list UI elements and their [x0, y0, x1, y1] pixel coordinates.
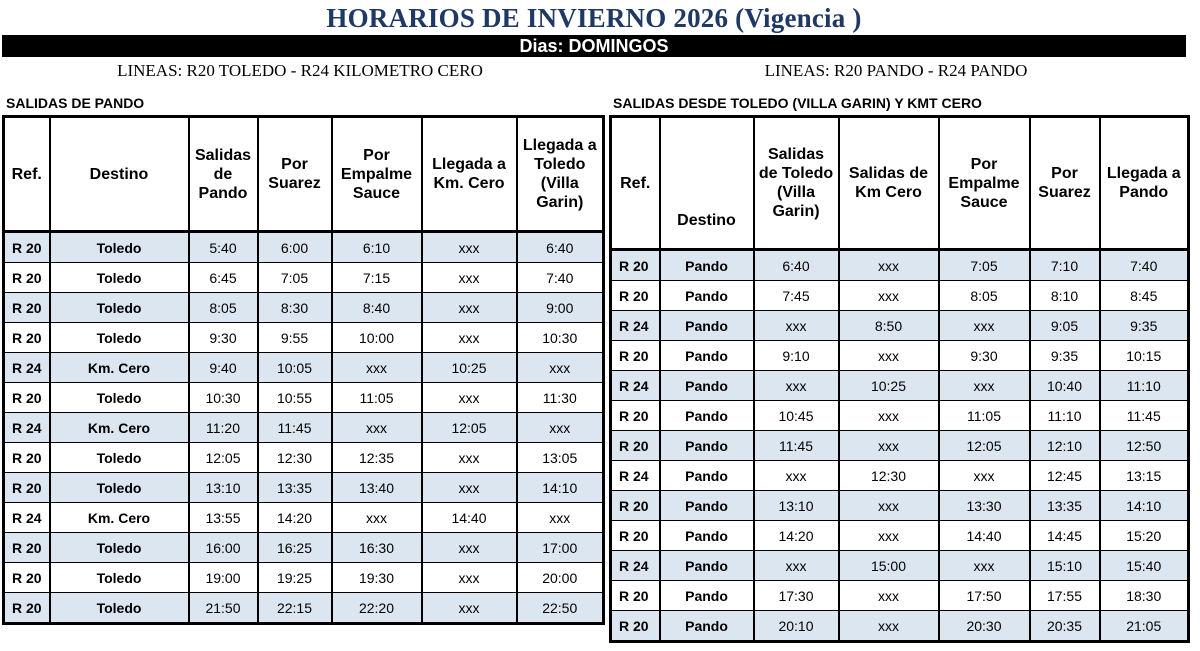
time-cell: 11:45 — [258, 413, 332, 443]
time-cell: 6:40 — [517, 232, 604, 263]
ref-cell: R 20 — [611, 281, 660, 311]
time-cell: 8:05 — [939, 281, 1030, 311]
time-cell: xxx — [839, 281, 939, 311]
table-row — [611, 491, 1189, 521]
time-cell: 13:10 — [189, 473, 258, 503]
header-destino: Destino — [50, 117, 189, 232]
ref-cell: R 20 — [611, 250, 660, 281]
day-bar: Dias: DOMINGOS — [2, 35, 1186, 57]
destino-cell: Pando — [660, 250, 754, 281]
time-cell: xxx — [517, 413, 604, 443]
time-cell: 9:05 — [1030, 311, 1100, 341]
time-cell: xxx — [839, 341, 939, 371]
time-cell: 11:20 — [189, 413, 258, 443]
time-cell: 19:00 — [189, 563, 258, 593]
time-cell: 21:05 — [1100, 611, 1189, 642]
destino-cell: Toledo — [50, 473, 189, 503]
time-cell: 12:10 — [1030, 431, 1100, 461]
time-cell: 6:45 — [189, 263, 258, 293]
ref-cell: R 20 — [4, 383, 50, 413]
time-cell: xxx — [517, 503, 604, 533]
time-cell: 11:05 — [939, 401, 1030, 431]
header-ref: Ref. — [611, 117, 660, 250]
time-cell: 12:35 — [332, 443, 422, 473]
ref-cell: R 20 — [611, 431, 660, 461]
time-cell: xxx — [939, 371, 1030, 401]
time-cell: xxx — [839, 581, 939, 611]
time-cell: 14:45 — [1030, 521, 1100, 551]
time-cell: xxx — [422, 323, 517, 353]
ref-cell: R 20 — [611, 491, 660, 521]
time-cell: 14:10 — [1100, 491, 1189, 521]
time-cell: 10:00 — [332, 323, 422, 353]
ref-cell: R 20 — [611, 341, 660, 371]
time-cell: 12:30 — [839, 461, 939, 491]
header-llegada-km-cero: Llegada a Km. Cero — [422, 117, 517, 232]
table-row — [4, 473, 604, 503]
ref-cell: R 24 — [611, 461, 660, 491]
time-cell: 21:50 — [189, 593, 258, 624]
time-cell: 10:45 — [754, 401, 839, 431]
header-destino: Destino — [660, 117, 754, 250]
table-row — [611, 250, 1189, 281]
header-salidas-toledo: Salidas de Toledo (Villa Garin) — [754, 117, 839, 250]
time-cell: xxx — [422, 533, 517, 563]
time-cell: xxx — [754, 551, 839, 581]
header-empalme-sauce: Por Empalme Sauce — [332, 117, 422, 232]
destino-cell: Km. Cero — [50, 413, 189, 443]
header-llegada-toledo: Llegada a Toledo (Villa Garin) — [517, 117, 604, 232]
time-cell: xxx — [939, 461, 1030, 491]
time-cell: xxx — [839, 401, 939, 431]
destino-cell: Toledo — [50, 563, 189, 593]
table-row — [4, 232, 604, 263]
time-cell: 19:30 — [332, 563, 422, 593]
time-cell: 20:35 — [1030, 611, 1100, 642]
time-cell: 11:45 — [1100, 401, 1189, 431]
ref-cell: R 20 — [4, 593, 50, 624]
time-cell: 5:40 — [189, 232, 258, 263]
header-row — [4, 117, 604, 232]
destino-cell: Pando — [660, 341, 754, 371]
table-row — [611, 551, 1189, 581]
time-cell: 7:05 — [939, 250, 1030, 281]
time-cell: 10:55 — [258, 383, 332, 413]
time-cell: 6:10 — [332, 232, 422, 263]
time-cell: 22:15 — [258, 593, 332, 624]
time-cell: 17:50 — [939, 581, 1030, 611]
table-body-left — [4, 232, 604, 624]
time-cell: 13:10 — [754, 491, 839, 521]
time-cell: 7:40 — [517, 263, 604, 293]
time-cell: 20:10 — [754, 611, 839, 642]
time-cell: 11:10 — [1030, 401, 1100, 431]
table-row — [611, 521, 1189, 551]
ref-cell: R 24 — [611, 371, 660, 401]
destino-cell: Toledo — [50, 593, 189, 624]
time-cell: 9:30 — [189, 323, 258, 353]
table-row — [4, 533, 604, 563]
time-cell: xxx — [422, 473, 517, 503]
time-cell: xxx — [422, 383, 517, 413]
time-cell: xxx — [422, 443, 517, 473]
header-salidas-pando: Salidas de Pando — [189, 117, 258, 232]
table-row — [4, 353, 604, 383]
time-cell: 6:40 — [754, 250, 839, 281]
destino-cell: Pando — [660, 281, 754, 311]
destino-cell: Pando — [660, 551, 754, 581]
time-cell: xxx — [839, 611, 939, 642]
time-cell: 11:05 — [332, 383, 422, 413]
ref-cell: R 20 — [4, 263, 50, 293]
time-cell: 7:15 — [332, 263, 422, 293]
table-row — [4, 443, 604, 473]
time-cell: 10:40 — [1030, 371, 1100, 401]
time-cell: xxx — [422, 293, 517, 323]
time-cell: xxx — [422, 563, 517, 593]
schedule-table-left — [2, 115, 605, 625]
time-cell: 10:25 — [422, 353, 517, 383]
time-cell: 10:30 — [189, 383, 258, 413]
time-cell: 19:25 — [258, 563, 332, 593]
time-cell: 7:45 — [754, 281, 839, 311]
time-cell: xxx — [754, 311, 839, 341]
destino-cell: Pando — [660, 611, 754, 642]
ref-cell: R 20 — [4, 443, 50, 473]
destino-cell: Pando — [660, 311, 754, 341]
time-cell: xxx — [754, 371, 839, 401]
time-cell: 7:10 — [1030, 250, 1100, 281]
time-cell: 12:05 — [422, 413, 517, 443]
destino-cell: Toledo — [50, 293, 189, 323]
time-cell: xxx — [754, 461, 839, 491]
header-por-suarez: Por Suarez — [1030, 117, 1100, 250]
time-cell: 16:30 — [332, 533, 422, 563]
time-cell: 15:10 — [1030, 551, 1100, 581]
destino-cell: Toledo — [50, 533, 189, 563]
time-cell: 8:50 — [839, 311, 939, 341]
time-cell: 13:35 — [258, 473, 332, 503]
time-cell: xxx — [939, 311, 1030, 341]
table-row — [611, 341, 1189, 371]
table-row — [4, 593, 604, 624]
time-cell: 12:30 — [258, 443, 332, 473]
time-cell: 7:05 — [258, 263, 332, 293]
ref-cell: R 20 — [4, 563, 50, 593]
time-cell: 14:40 — [422, 503, 517, 533]
time-cell: 22:50 — [517, 593, 604, 624]
time-cell: 14:20 — [258, 503, 332, 533]
time-cell: 16:25 — [258, 533, 332, 563]
time-cell: 6:00 — [258, 232, 332, 263]
time-cell: 13:30 — [939, 491, 1030, 521]
destino-cell: Pando — [660, 521, 754, 551]
time-cell: 12:05 — [939, 431, 1030, 461]
time-cell: 17:30 — [754, 581, 839, 611]
header-por-suarez: Por Suarez — [258, 117, 332, 232]
time-cell: 9:00 — [517, 293, 604, 323]
time-cell: 9:35 — [1100, 311, 1189, 341]
header-row — [611, 117, 1189, 250]
ref-cell: R 20 — [4, 293, 50, 323]
time-cell: 9:30 — [939, 341, 1030, 371]
table-row — [4, 263, 604, 293]
table-row — [611, 581, 1189, 611]
time-cell: 13:15 — [1100, 461, 1189, 491]
destino-cell: Toledo — [50, 323, 189, 353]
time-cell: 14:20 — [754, 521, 839, 551]
lines-left: LINEAS: R20 TOLEDO - R24 KILOMETRO CERO — [117, 61, 483, 80]
destino-cell: Pando — [660, 371, 754, 401]
time-cell: xxx — [422, 232, 517, 263]
table-row — [611, 611, 1189, 642]
section-title-left: SALIDAS DE PANDO — [6, 95, 145, 111]
time-cell: 8:30 — [258, 293, 332, 323]
time-cell: 20:30 — [939, 611, 1030, 642]
ref-cell: R 20 — [4, 533, 50, 563]
table-row — [611, 401, 1189, 431]
time-cell: 9:10 — [754, 341, 839, 371]
time-cell: xxx — [517, 353, 604, 383]
ref-cell: R 24 — [4, 503, 50, 533]
lines-right: LINEAS: R20 PANDO - R24 PANDO — [764, 61, 1028, 80]
time-cell: 17:00 — [517, 533, 604, 563]
time-cell: 12:50 — [1100, 431, 1189, 461]
table-row — [611, 311, 1189, 341]
destino-cell: Toledo — [50, 383, 189, 413]
destino-cell: Pando — [660, 461, 754, 491]
ref-cell: R 20 — [4, 323, 50, 353]
destino-cell: Km. Cero — [50, 503, 189, 533]
ref-cell: R 20 — [4, 473, 50, 503]
time-cell: xxx — [422, 263, 517, 293]
time-cell: 14:10 — [517, 473, 604, 503]
time-cell: 13:35 — [1030, 491, 1100, 521]
time-cell: 18:30 — [1100, 581, 1189, 611]
time-cell: xxx — [839, 521, 939, 551]
table-row — [611, 281, 1189, 311]
time-cell: 7:40 — [1100, 250, 1189, 281]
ref-cell: R 20 — [611, 581, 660, 611]
time-cell: xxx — [839, 431, 939, 461]
header-salidas-km-cero: Salidas de Km Cero — [839, 117, 939, 250]
ref-cell: R 24 — [611, 551, 660, 581]
destino-cell: Toledo — [50, 263, 189, 293]
time-cell: 10:30 — [517, 323, 604, 353]
time-cell: 8:40 — [332, 293, 422, 323]
time-cell: 11:45 — [754, 431, 839, 461]
time-cell: 9:55 — [258, 323, 332, 353]
time-cell: 11:10 — [1100, 371, 1189, 401]
header-llegada-pando: Llegada a Pando — [1100, 117, 1189, 250]
destino-cell: Toledo — [50, 232, 189, 263]
time-cell: 13:55 — [189, 503, 258, 533]
table-row — [611, 371, 1189, 401]
time-cell: xxx — [839, 491, 939, 521]
page-title: HORARIOS DE INVIERNO 2026 (Vigencia ) — [326, 3, 862, 33]
destino-cell: Pando — [660, 401, 754, 431]
time-cell: 12:05 — [189, 443, 258, 473]
header-empalme-sauce: Por Empalme Sauce — [939, 117, 1030, 250]
time-cell: 22:20 — [332, 593, 422, 624]
destino-cell: Pando — [660, 581, 754, 611]
time-cell: 20:00 — [517, 563, 604, 593]
time-cell: xxx — [422, 593, 517, 624]
table-row — [4, 503, 604, 533]
time-cell: 8:10 — [1030, 281, 1100, 311]
time-cell: 10:25 — [839, 371, 939, 401]
time-cell: xxx — [839, 250, 939, 281]
time-cell: xxx — [939, 551, 1030, 581]
destino-cell: Pando — [660, 431, 754, 461]
table-body-right — [611, 250, 1189, 642]
header-ref: Ref. — [4, 117, 50, 232]
table-row — [611, 431, 1189, 461]
ref-cell: R 20 — [611, 521, 660, 551]
time-cell: 9:35 — [1030, 341, 1100, 371]
time-cell: 15:20 — [1100, 521, 1189, 551]
time-cell: xxx — [332, 413, 422, 443]
time-cell: 10:05 — [258, 353, 332, 383]
time-cell: 9:40 — [189, 353, 258, 383]
ref-cell: R 24 — [611, 311, 660, 341]
time-cell: xxx — [332, 353, 422, 383]
time-cell: 10:15 — [1100, 341, 1189, 371]
table-row — [4, 293, 604, 323]
section-title-right: SALIDAS DESDE TOLEDO (VILLA GARIN) Y KMT CERO — [613, 95, 982, 111]
ref-cell: R 24 — [4, 413, 50, 443]
time-cell: 13:40 — [332, 473, 422, 503]
table-row — [4, 323, 604, 353]
ref-cell: R 20 — [611, 401, 660, 431]
schedule-table-right — [609, 115, 1190, 643]
destino-cell: Toledo — [50, 443, 189, 473]
time-cell: 15:00 — [839, 551, 939, 581]
ref-cell: R 20 — [611, 611, 660, 642]
time-cell: xxx — [332, 503, 422, 533]
table-row — [4, 413, 604, 443]
destino-cell: Pando — [660, 491, 754, 521]
time-cell: 17:55 — [1030, 581, 1100, 611]
time-cell: 15:40 — [1100, 551, 1189, 581]
ref-cell: R 24 — [4, 353, 50, 383]
ref-cell: R 20 — [4, 232, 50, 263]
table-row — [4, 383, 604, 413]
time-cell: 12:45 — [1030, 461, 1100, 491]
time-cell: 8:05 — [189, 293, 258, 323]
time-cell: 8:45 — [1100, 281, 1189, 311]
time-cell: 16:00 — [189, 533, 258, 563]
time-cell: 11:30 — [517, 383, 604, 413]
table-row — [611, 461, 1189, 491]
destino-cell: Km. Cero — [50, 353, 189, 383]
table-row — [4, 563, 604, 593]
time-cell: 13:05 — [517, 443, 604, 473]
time-cell: 14:40 — [939, 521, 1030, 551]
